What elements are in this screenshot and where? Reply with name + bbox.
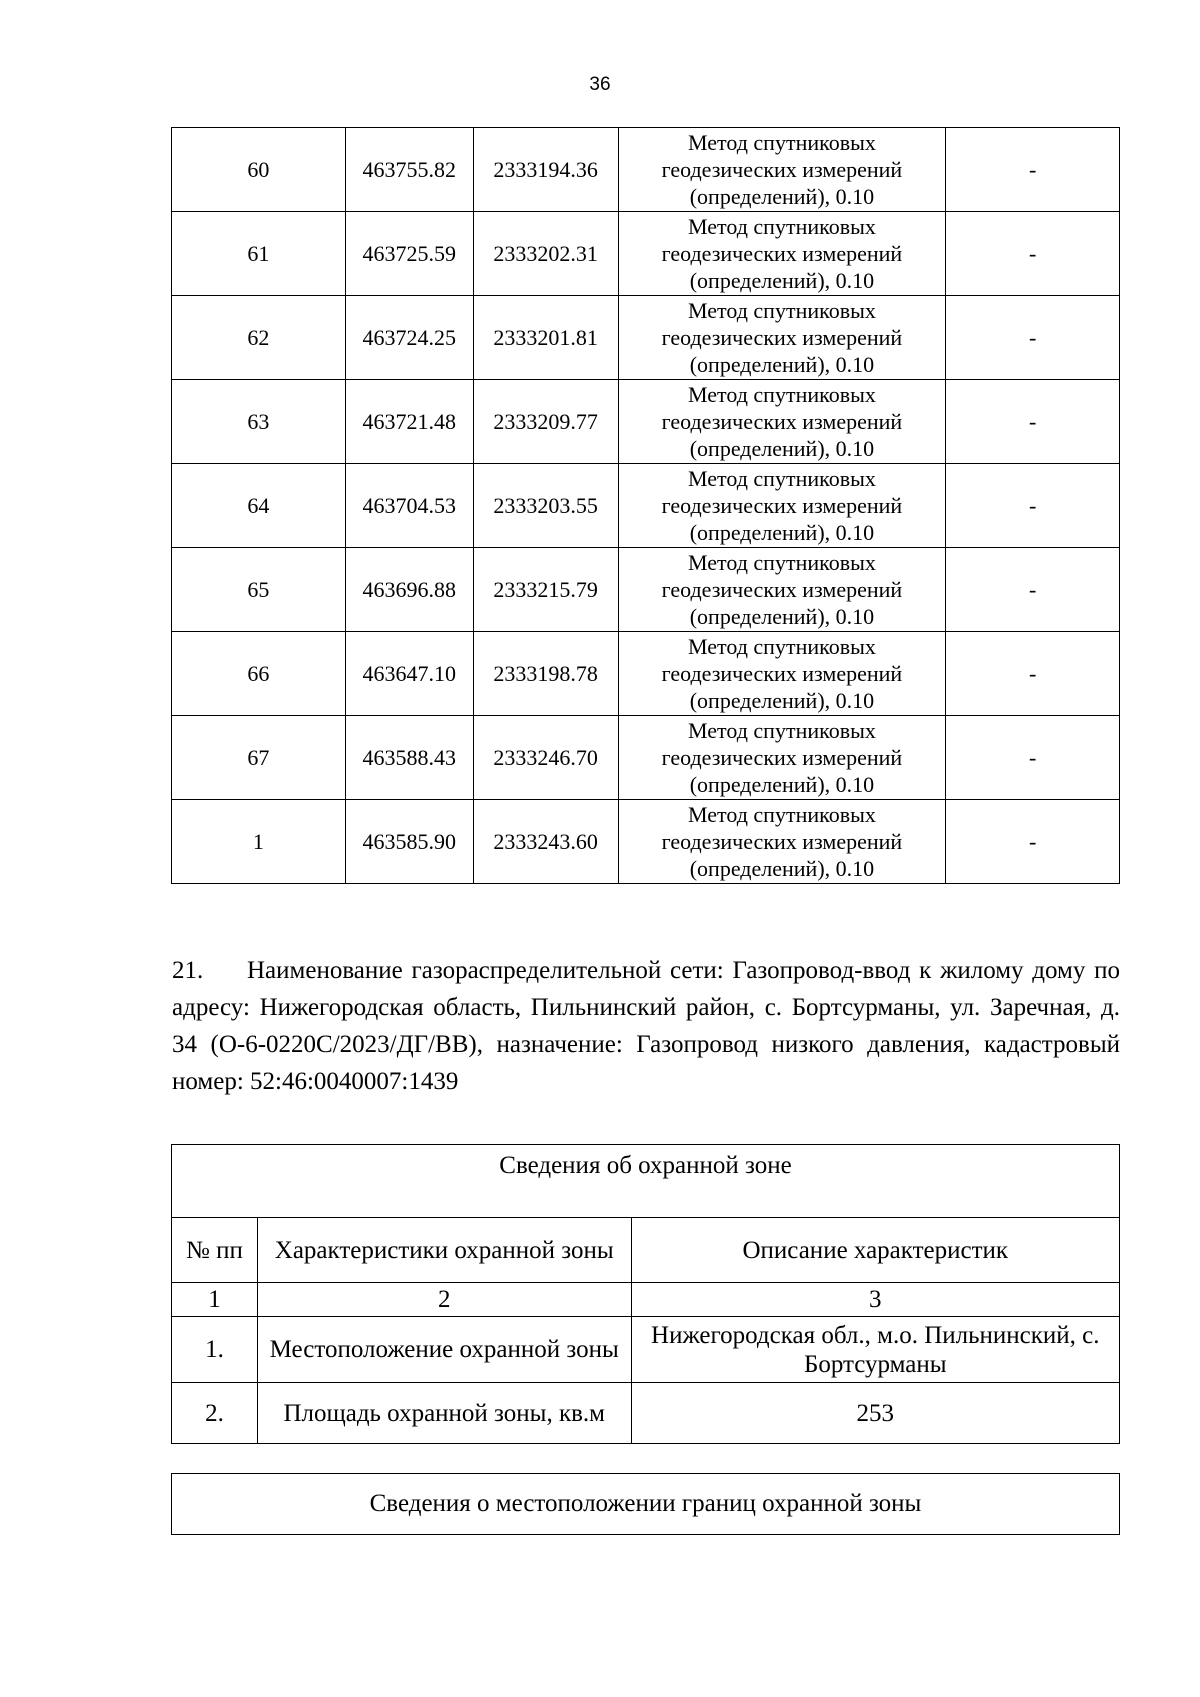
method-line: Метод спутниковых <box>688 382 876 407</box>
method-line: геодезических измерений <box>661 325 903 350</box>
table-row <box>172 464 1120 548</box>
method-line: Метод спутниковых <box>688 130 876 155</box>
method-cell <box>618 548 946 632</box>
point-number-cell: 67 <box>172 716 346 800</box>
x-coordinate-cell: 463724.25 <box>345 296 473 380</box>
y-coordinate-cell: 2333246.70 <box>473 716 618 800</box>
point-number-cell: 63 <box>172 380 346 464</box>
method-line: геодезических измерений <box>661 829 903 854</box>
method-line: геодезических измерений <box>661 745 903 770</box>
x-coordinate-cell: 463721.48 <box>345 380 473 464</box>
method-line: (определений), 0.10 <box>689 772 875 797</box>
method-line: геодезических измерений <box>661 241 903 266</box>
boundaries-table <box>171 1473 1120 1535</box>
method-line: (определений), 0.10 <box>689 436 875 461</box>
method-line: Метод спутниковых <box>688 802 876 827</box>
method-cell <box>618 296 946 380</box>
y-coordinate-cell: 2333243.60 <box>473 800 618 884</box>
note-cell: - <box>946 128 1120 212</box>
note-cell: - <box>946 296 1120 380</box>
zone-table-column-numbers-row <box>172 1283 1120 1317</box>
point-number-cell: 64 <box>172 464 346 548</box>
note-cell: - <box>946 464 1120 548</box>
method-line: Метод спутниковых <box>688 550 876 575</box>
method-cell <box>618 380 946 464</box>
row-characteristic: Площадь охранной зоны, кв.м <box>257 1383 631 1444</box>
row-number: 2. <box>172 1383 258 1444</box>
x-coordinate-cell: 463755.82 <box>345 128 473 212</box>
table-row <box>172 128 1120 212</box>
method-line: Метод спутниковых <box>688 466 876 491</box>
x-coordinate-cell: 463647.10 <box>345 632 473 716</box>
y-coordinate-cell: 2333194.36 <box>473 128 618 212</box>
section-21-paragraph <box>172 952 1120 1100</box>
method-cell <box>618 128 946 212</box>
method-line: геодезических измерений <box>661 577 903 602</box>
table-row <box>172 380 1120 464</box>
page-number: 36 <box>589 74 611 95</box>
note-cell: - <box>946 800 1120 884</box>
y-coordinate-cell: 2333201.81 <box>473 296 618 380</box>
method-line: (определений), 0.10 <box>689 688 875 713</box>
method-line: (определений), 0.10 <box>689 352 875 377</box>
x-coordinate-cell: 463725.59 <box>345 212 473 296</box>
row-characteristic: Местоположение охранной зоны <box>257 1317 631 1383</box>
boundaries-title: Сведения о местоположении границ охранной зоны <box>172 1474 1120 1535</box>
x-coordinate-cell: 463588.43 <box>345 716 473 800</box>
method-line: (определений), 0.10 <box>689 856 875 881</box>
point-number-cell: 65 <box>172 548 346 632</box>
table-row <box>172 1383 1120 1444</box>
method-line: (определений), 0.10 <box>689 604 875 629</box>
table-row <box>172 632 1120 716</box>
x-coordinate-cell: 463704.53 <box>345 464 473 548</box>
method-line: Метод спутниковых <box>688 634 876 659</box>
method-cell <box>618 464 946 548</box>
method-line: геодезических измерений <box>661 493 903 518</box>
coordinates-table <box>171 127 1120 884</box>
table-row <box>172 296 1120 380</box>
method-line: (определений), 0.10 <box>689 184 875 209</box>
y-coordinate-cell: 2333202.31 <box>473 212 618 296</box>
table-row <box>172 800 1120 884</box>
boundaries-title-row <box>172 1474 1120 1535</box>
header-characteristic: Характеристики охранной зоны <box>257 1218 631 1283</box>
zone-table-title: Сведения об охранной зоне <box>172 1145 1120 1218</box>
y-coordinate-cell: 2333203.55 <box>473 464 618 548</box>
method-cell <box>618 632 946 716</box>
method-line: геодезических измерений <box>661 409 903 434</box>
note-cell: - <box>946 380 1120 464</box>
section-text: Наименование газораспределительной сети: Газопровод-ввод к жилому дому по адресу: Нижегородская область, Пильнинский район, с. Бортсурманы, ул. Заречная, д. 34 (О-6-0220С/2023/ДГ/ВВ), назначение: Газопровод низкого давления, кадастровый номер: 52:46:0040007:1439 <box>172 957 1120 1095</box>
method-cell <box>618 800 946 884</box>
y-coordinate-cell: 2333215.79 <box>473 548 618 632</box>
y-coordinate-cell: 2333209.77 <box>473 380 618 464</box>
point-number-cell: 1 <box>172 800 346 884</box>
zone-table-title-row <box>172 1145 1120 1218</box>
method-line: геодезических измерений <box>661 661 903 686</box>
row-number: 1. <box>172 1317 258 1383</box>
table-row <box>172 716 1120 800</box>
column-number-3: 3 <box>631 1283 1119 1317</box>
x-coordinate-cell: 463585.90 <box>345 800 473 884</box>
method-line: Метод спутниковых <box>688 298 876 323</box>
point-number-cell: 61 <box>172 212 346 296</box>
x-coordinate-cell: 463696.88 <box>345 548 473 632</box>
note-cell: - <box>946 212 1120 296</box>
y-coordinate-cell: 2333198.78 <box>473 632 618 716</box>
point-number-cell: 62 <box>172 296 346 380</box>
method-cell <box>618 716 946 800</box>
method-line: (определений), 0.10 <box>689 520 875 545</box>
table-row <box>172 212 1120 296</box>
point-number-cell: 60 <box>172 128 346 212</box>
row-description: Нижегородская обл., м.о. Пильнинский, с. Бортсурманы <box>631 1317 1119 1383</box>
table-row <box>172 548 1120 632</box>
point-number-cell: 66 <box>172 632 346 716</box>
method-line: (определений), 0.10 <box>689 268 875 293</box>
method-line: Метод спутниковых <box>688 214 876 239</box>
column-number-2: 2 <box>257 1283 631 1317</box>
header-number: № пп <box>172 1218 258 1283</box>
method-cell <box>618 212 946 296</box>
row-description: 253 <box>631 1383 1119 1444</box>
method-line: геодезических измерений <box>661 157 903 182</box>
table-row <box>172 1317 1120 1383</box>
method-line: Метод спутниковых <box>688 718 876 743</box>
zone-table-header-row <box>172 1218 1120 1283</box>
note-cell: - <box>946 548 1120 632</box>
section-number: 21. <box>172 957 204 984</box>
protection-zone-table <box>171 1144 1120 1444</box>
column-number-1: 1 <box>172 1283 258 1317</box>
note-cell: - <box>946 716 1120 800</box>
header-description: Описание характеристик <box>631 1218 1119 1283</box>
note-cell: - <box>946 632 1120 716</box>
